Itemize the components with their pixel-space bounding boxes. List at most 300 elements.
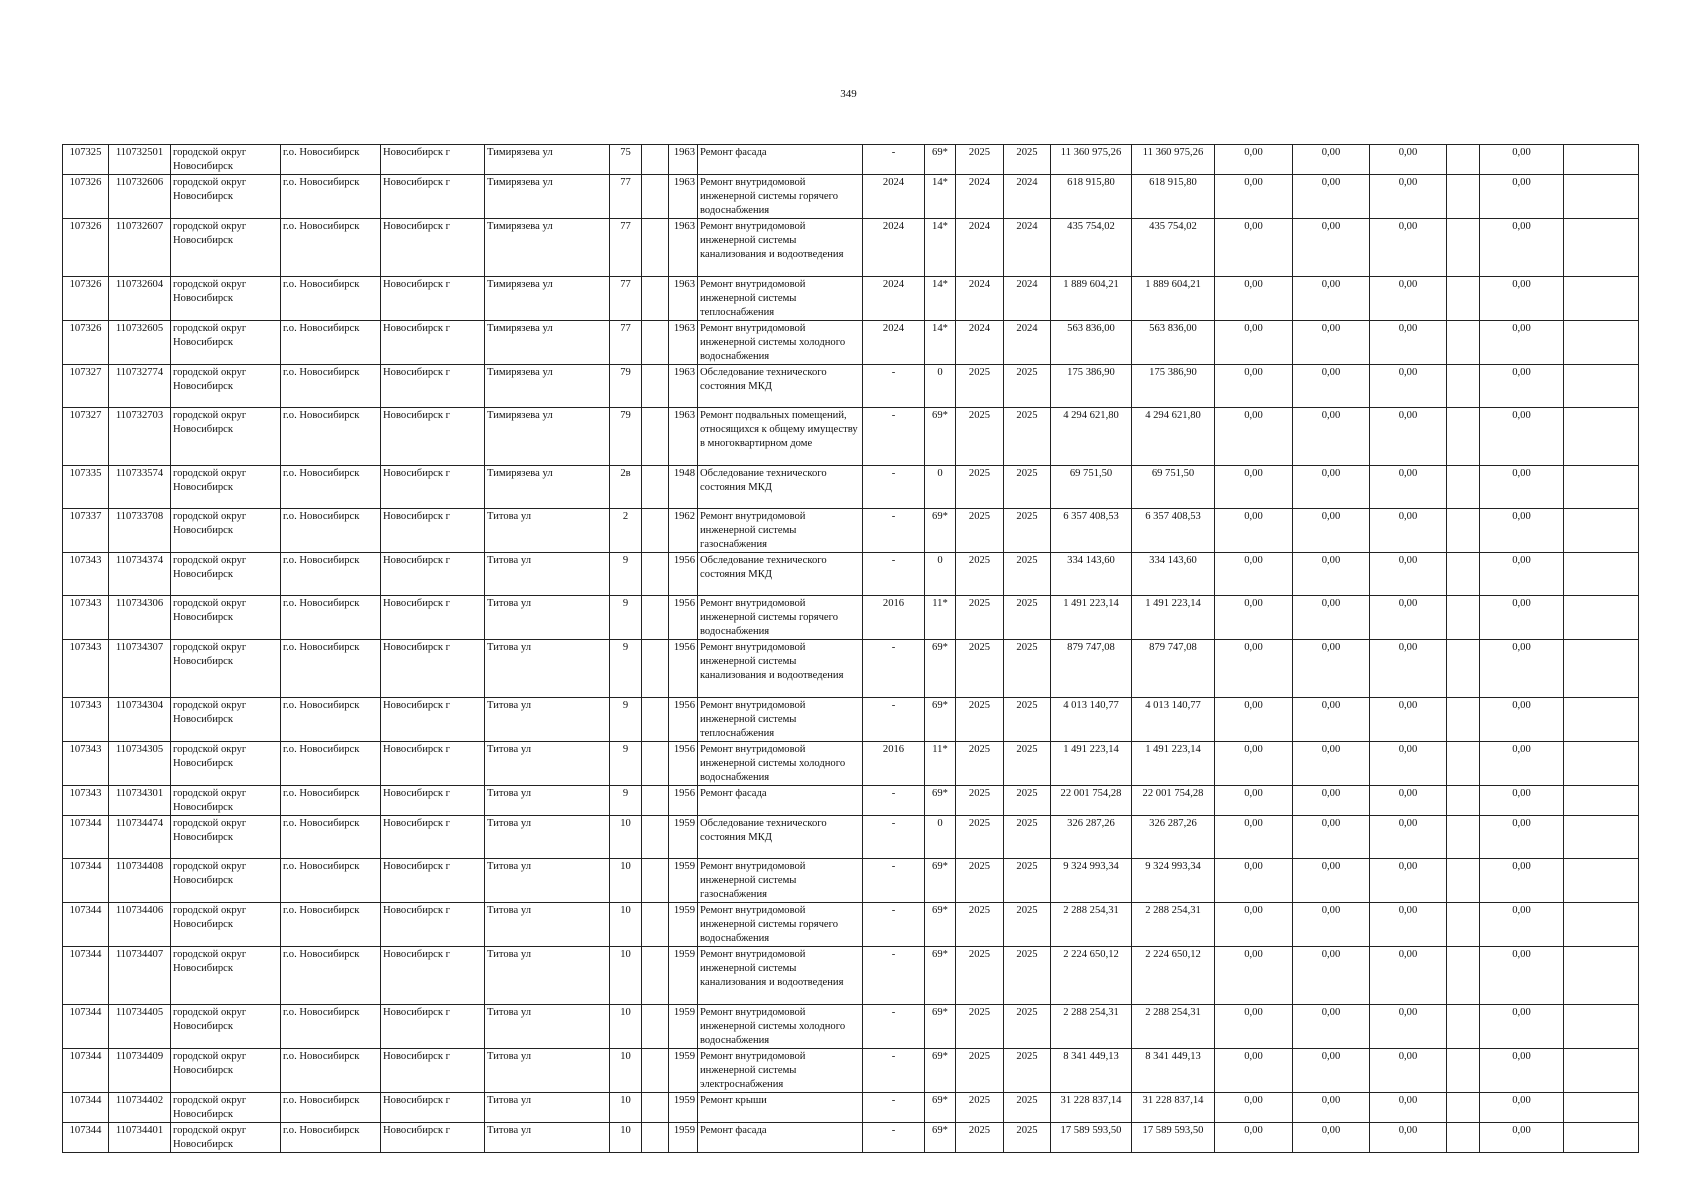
cell-house: 10	[610, 816, 642, 859]
cell-code: 110733574	[109, 466, 171, 509]
cell-street: Титова ул	[485, 509, 610, 553]
cell-plan-end: 2025	[1004, 786, 1051, 816]
cell-budget-2: 0,00	[1293, 321, 1370, 365]
cell-plan-end: 2025	[1004, 365, 1051, 408]
cell-letter	[642, 1093, 669, 1123]
cell-letter	[642, 553, 669, 596]
cell-id: 107344	[63, 859, 109, 903]
cell-budget-2: 0,00	[1293, 816, 1370, 859]
table-row	[63, 466, 1639, 509]
cell-street: Титова ул	[485, 1005, 610, 1049]
cell-cost-total: 618 915,80	[1051, 175, 1132, 219]
cell-plan-end: 2025	[1004, 698, 1051, 742]
cell-id: 107326	[63, 219, 109, 277]
cell-year-built: 1963	[669, 145, 698, 175]
cell-house: 9	[610, 698, 642, 742]
cell-cost-total: 1 491 223,14	[1051, 596, 1132, 640]
cell-extra-2	[1564, 947, 1639, 1005]
cell-settlement: г.о. Новосибирск	[281, 408, 381, 466]
cell-code: 110734401	[109, 1123, 171, 1153]
cell-wear: 14*	[925, 175, 956, 219]
cell-budget-4: 0,00	[1480, 1049, 1564, 1093]
cell-work-type: Ремонт внутридомовой инженерной системы канализования и водоотведения	[698, 947, 863, 1005]
cell-city: Новосибирск г	[381, 321, 485, 365]
cell-cost-total: 11 360 975,26	[1051, 145, 1132, 175]
cell-plan-end: 2025	[1004, 742, 1051, 786]
cell-plan-start: 2025	[956, 816, 1004, 859]
cell-work-type: Обследование технического состояния МКД	[698, 365, 863, 408]
cell-budget-4: 0,00	[1480, 1093, 1564, 1123]
cell-extra-2	[1564, 509, 1639, 553]
cell-work-type: Обследование технического состояния МКД	[698, 816, 863, 859]
cell-budget-2: 0,00	[1293, 466, 1370, 509]
cell-street: Титова ул	[485, 553, 610, 596]
cell-cost-fund: 31 228 837,14	[1132, 1093, 1215, 1123]
cell-budget-4: 0,00	[1480, 408, 1564, 466]
cell-budget-4: 0,00	[1480, 816, 1564, 859]
cell-budget-4: 0,00	[1480, 219, 1564, 277]
cell-budget-2: 0,00	[1293, 219, 1370, 277]
cell-work-type: Ремонт крыши	[698, 1093, 863, 1123]
cell-house: 77	[610, 219, 642, 277]
cell-settlement: г.о. Новосибирск	[281, 640, 381, 698]
cell-district: городской округ Новосибирск	[171, 321, 281, 365]
cell-budget-4: 0,00	[1480, 365, 1564, 408]
cell-extra-1	[1447, 408, 1480, 466]
cell-district: городской округ Новосибирск	[171, 553, 281, 596]
cell-last-repair: -	[863, 786, 925, 816]
cell-street: Тимирязева ул	[485, 175, 610, 219]
cell-district: городской округ Новосибирск	[171, 145, 281, 175]
cell-extra-2	[1564, 145, 1639, 175]
cell-district: городской округ Новосибирск	[171, 947, 281, 1005]
cell-city: Новосибирск г	[381, 947, 485, 1005]
cell-extra-2	[1564, 466, 1639, 509]
cell-year-built: 1956	[669, 596, 698, 640]
cell-settlement: г.о. Новосибирск	[281, 742, 381, 786]
cell-house: 77	[610, 277, 642, 321]
cell-city: Новосибирск г	[381, 277, 485, 321]
cell-cost-total: 879 747,08	[1051, 640, 1132, 698]
cell-district: городской округ Новосибирск	[171, 786, 281, 816]
cell-budget-1: 0,00	[1215, 1049, 1293, 1093]
cell-budget-3: 0,00	[1370, 698, 1447, 742]
cell-extra-2	[1564, 553, 1639, 596]
cell-street: Тимирязева ул	[485, 277, 610, 321]
cell-budget-1: 0,00	[1215, 742, 1293, 786]
cell-budget-3: 0,00	[1370, 365, 1447, 408]
table-body	[63, 145, 1639, 1153]
cell-cost-total: 326 287,26	[1051, 816, 1132, 859]
cell-district: городской округ Новосибирск	[171, 365, 281, 408]
table-row	[63, 816, 1639, 859]
cell-budget-3: 0,00	[1370, 1093, 1447, 1123]
cell-budget-1: 0,00	[1215, 786, 1293, 816]
cell-year-built: 1948	[669, 466, 698, 509]
cell-extra-2	[1564, 1005, 1639, 1049]
cell-cost-fund: 2 288 254,31	[1132, 903, 1215, 947]
cell-work-type: Ремонт внутридомовой инженерной системы канализования и водоотведения	[698, 219, 863, 277]
cell-settlement: г.о. Новосибирск	[281, 903, 381, 947]
cell-extra-2	[1564, 1049, 1639, 1093]
cell-wear: 14*	[925, 321, 956, 365]
cell-year-built: 1962	[669, 509, 698, 553]
cell-city: Новосибирск г	[381, 903, 485, 947]
cell-work-type: Ремонт внутридомовой инженерной системы холодного водоснабжения	[698, 1005, 863, 1049]
cell-work-type: Ремонт фасада	[698, 1123, 863, 1153]
cell-house: 10	[610, 947, 642, 1005]
cell-budget-1: 0,00	[1215, 859, 1293, 903]
cell-budget-3: 0,00	[1370, 786, 1447, 816]
cell-letter	[642, 742, 669, 786]
cell-settlement: г.о. Новосибирск	[281, 1049, 381, 1093]
cell-extra-2	[1564, 321, 1639, 365]
cell-cost-total: 1 889 604,21	[1051, 277, 1132, 321]
cell-letter	[642, 698, 669, 742]
cell-budget-3: 0,00	[1370, 1005, 1447, 1049]
cell-house: 10	[610, 1049, 642, 1093]
cell-district: городской округ Новосибирск	[171, 219, 281, 277]
cell-cost-fund: 4 013 140,77	[1132, 698, 1215, 742]
cell-house: 2в	[610, 466, 642, 509]
cell-plan-start: 2025	[956, 1123, 1004, 1153]
cell-id: 107335	[63, 466, 109, 509]
cell-cost-fund: 1 491 223,14	[1132, 742, 1215, 786]
cell-wear: 69*	[925, 1049, 956, 1093]
cell-settlement: г.о. Новосибирск	[281, 219, 381, 277]
cell-extra-1	[1447, 786, 1480, 816]
cell-settlement: г.о. Новосибирск	[281, 698, 381, 742]
cell-cost-total: 6 357 408,53	[1051, 509, 1132, 553]
cell-wear: 14*	[925, 219, 956, 277]
cell-plan-start: 2025	[956, 596, 1004, 640]
cell-cost-total: 435 754,02	[1051, 219, 1132, 277]
cell-cost-total: 2 288 254,31	[1051, 903, 1132, 947]
cell-work-type: Ремонт внутридомовой инженерной системы электроснабжения	[698, 1049, 863, 1093]
cell-plan-start: 2025	[956, 698, 1004, 742]
cell-settlement: г.о. Новосибирск	[281, 175, 381, 219]
cell-year-built: 1959	[669, 947, 698, 1005]
cell-year-built: 1956	[669, 698, 698, 742]
cell-house: 9	[610, 596, 642, 640]
cell-id: 107343	[63, 742, 109, 786]
cell-last-repair: 2024	[863, 219, 925, 277]
cell-settlement: г.о. Новосибирск	[281, 1093, 381, 1123]
cell-last-repair: -	[863, 408, 925, 466]
cell-budget-3: 0,00	[1370, 408, 1447, 466]
cell-street: Тимирязева ул	[485, 219, 610, 277]
cell-code: 110734307	[109, 640, 171, 698]
cell-id: 107326	[63, 277, 109, 321]
cell-plan-end: 2025	[1004, 1093, 1051, 1123]
cell-extra-1	[1447, 175, 1480, 219]
cell-work-type: Ремонт внутридомовой инженерной системы канализования и водоотведения	[698, 640, 863, 698]
cell-district: городской округ Новосибирск	[171, 742, 281, 786]
cell-budget-3: 0,00	[1370, 596, 1447, 640]
cell-plan-start: 2025	[956, 509, 1004, 553]
cell-cost-total: 1 491 223,14	[1051, 742, 1132, 786]
cell-budget-1: 0,00	[1215, 175, 1293, 219]
table-row	[63, 1049, 1639, 1093]
cell-house: 77	[610, 321, 642, 365]
cell-letter	[642, 145, 669, 175]
cell-year-built: 1963	[669, 277, 698, 321]
cell-letter	[642, 175, 669, 219]
cell-code: 110734306	[109, 596, 171, 640]
cell-district: городской округ Новосибирск	[171, 903, 281, 947]
cell-street: Титова ул	[485, 698, 610, 742]
cell-year-built: 1959	[669, 859, 698, 903]
cell-house: 9	[610, 742, 642, 786]
cell-settlement: г.о. Новосибирск	[281, 321, 381, 365]
cell-budget-3: 0,00	[1370, 947, 1447, 1005]
cell-work-type: Ремонт внутридомовой инженерной системы горячего водоснабжения	[698, 175, 863, 219]
cell-street: Титова ул	[485, 596, 610, 640]
cell-year-built: 1959	[669, 1049, 698, 1093]
cell-city: Новосибирск г	[381, 509, 485, 553]
cell-house: 10	[610, 1123, 642, 1153]
cell-budget-2: 0,00	[1293, 365, 1370, 408]
cell-extra-1	[1447, 219, 1480, 277]
cell-last-repair: -	[863, 365, 925, 408]
cell-cost-fund: 618 915,80	[1132, 175, 1215, 219]
cell-plan-end: 2024	[1004, 277, 1051, 321]
cell-plan-start: 2025	[956, 742, 1004, 786]
cell-city: Новосибирск г	[381, 1005, 485, 1049]
cell-extra-2	[1564, 1093, 1639, 1123]
cell-city: Новосибирск г	[381, 553, 485, 596]
cell-district: городской округ Новосибирск	[171, 1005, 281, 1049]
cell-extra-2	[1564, 640, 1639, 698]
cell-budget-4: 0,00	[1480, 1123, 1564, 1153]
cell-street: Тимирязева ул	[485, 145, 610, 175]
cell-wear: 11*	[925, 596, 956, 640]
cell-house: 10	[610, 1005, 642, 1049]
cell-street: Тимирязева ул	[485, 466, 610, 509]
cell-id: 107326	[63, 321, 109, 365]
cell-id: 107344	[63, 947, 109, 1005]
cell-code: 110734407	[109, 947, 171, 1005]
cell-id: 107326	[63, 175, 109, 219]
cell-budget-3: 0,00	[1370, 859, 1447, 903]
cell-budget-4: 0,00	[1480, 742, 1564, 786]
cell-extra-2	[1564, 903, 1639, 947]
cell-budget-4: 0,00	[1480, 175, 1564, 219]
cell-year-built: 1963	[669, 175, 698, 219]
cell-last-repair: -	[863, 553, 925, 596]
cell-letter	[642, 1005, 669, 1049]
cell-budget-4: 0,00	[1480, 321, 1564, 365]
cell-street: Титова ул	[485, 816, 610, 859]
cell-cost-fund: 334 143,60	[1132, 553, 1215, 596]
cell-last-repair: -	[863, 1005, 925, 1049]
cell-district: городской округ Новосибирск	[171, 509, 281, 553]
table-row	[63, 553, 1639, 596]
cell-district: городской округ Новосибирск	[171, 1049, 281, 1093]
cell-cost-fund: 11 360 975,26	[1132, 145, 1215, 175]
cell-budget-1: 0,00	[1215, 553, 1293, 596]
cell-plan-end: 2025	[1004, 1049, 1051, 1093]
cell-last-repair: -	[863, 509, 925, 553]
cell-code: 110734408	[109, 859, 171, 903]
cell-code: 110732605	[109, 321, 171, 365]
cell-letter	[642, 816, 669, 859]
cell-extra-1	[1447, 466, 1480, 509]
cell-cost-fund: 1 889 604,21	[1132, 277, 1215, 321]
cell-extra-1	[1447, 365, 1480, 408]
cell-last-repair: -	[863, 466, 925, 509]
cell-year-built: 1956	[669, 640, 698, 698]
cell-id: 107327	[63, 365, 109, 408]
cell-budget-1: 0,00	[1215, 903, 1293, 947]
cell-cost-total: 69 751,50	[1051, 466, 1132, 509]
cell-letter	[642, 947, 669, 1005]
cell-budget-2: 0,00	[1293, 698, 1370, 742]
cell-plan-end: 2025	[1004, 466, 1051, 509]
cell-budget-3: 0,00	[1370, 903, 1447, 947]
table-row	[63, 509, 1639, 553]
cell-budget-3: 0,00	[1370, 816, 1447, 859]
cell-budget-4: 0,00	[1480, 509, 1564, 553]
table-row	[63, 786, 1639, 816]
table-row	[63, 903, 1639, 947]
cell-work-type: Ремонт внутридомовой инженерной системы теплоснабжения	[698, 277, 863, 321]
cell-code: 110734374	[109, 553, 171, 596]
cell-settlement: г.о. Новосибирск	[281, 859, 381, 903]
cell-budget-2: 0,00	[1293, 1093, 1370, 1123]
cell-wear: 69*	[925, 145, 956, 175]
table-row	[63, 596, 1639, 640]
cell-year-built: 1956	[669, 786, 698, 816]
cell-letter	[642, 859, 669, 903]
cell-cost-fund: 9 324 993,34	[1132, 859, 1215, 903]
cell-plan-start: 2025	[956, 408, 1004, 466]
cell-plan-end: 2025	[1004, 1005, 1051, 1049]
cell-letter	[642, 365, 669, 408]
table-row	[63, 947, 1639, 1005]
cell-budget-2: 0,00	[1293, 175, 1370, 219]
cell-letter	[642, 1049, 669, 1093]
cell-street: Тимирязева ул	[485, 321, 610, 365]
cell-cost-fund: 69 751,50	[1132, 466, 1215, 509]
cell-budget-1: 0,00	[1215, 145, 1293, 175]
cell-settlement: г.о. Новосибирск	[281, 466, 381, 509]
cell-extra-1	[1447, 277, 1480, 321]
cell-budget-2: 0,00	[1293, 509, 1370, 553]
cell-extra-1	[1447, 947, 1480, 1005]
cell-budget-2: 0,00	[1293, 742, 1370, 786]
table-row	[63, 219, 1639, 277]
cell-plan-start: 2025	[956, 466, 1004, 509]
cell-cost-fund: 4 294 621,80	[1132, 408, 1215, 466]
cell-work-type: Ремонт внутридомовой инженерной системы горячего водоснабжения	[698, 596, 863, 640]
cell-last-repair: -	[863, 640, 925, 698]
cell-plan-start: 2025	[956, 553, 1004, 596]
cell-extra-1	[1447, 509, 1480, 553]
cell-work-type: Ремонт внутридомовой инженерной системы газоснабжения	[698, 509, 863, 553]
cell-budget-1: 0,00	[1215, 640, 1293, 698]
cell-city: Новосибирск г	[381, 596, 485, 640]
cell-plan-start: 2025	[956, 903, 1004, 947]
cell-wear: 69*	[925, 509, 956, 553]
cell-cost-total: 17 589 593,50	[1051, 1123, 1132, 1153]
cell-budget-3: 0,00	[1370, 219, 1447, 277]
cell-budget-4: 0,00	[1480, 903, 1564, 947]
cell-work-type: Ремонт подвальных помещений, относящихся к общему имуществу в многоквартирном доме	[698, 408, 863, 466]
cell-cost-total: 4 294 621,80	[1051, 408, 1132, 466]
cell-budget-4: 0,00	[1480, 553, 1564, 596]
cell-extra-2	[1564, 1123, 1639, 1153]
cell-house: 79	[610, 408, 642, 466]
cell-plan-end: 2025	[1004, 1123, 1051, 1153]
cell-settlement: г.о. Новосибирск	[281, 277, 381, 321]
cell-cost-fund: 17 589 593,50	[1132, 1123, 1215, 1153]
table-row	[63, 321, 1639, 365]
cell-code: 110734405	[109, 1005, 171, 1049]
cell-id: 107344	[63, 903, 109, 947]
cell-budget-2: 0,00	[1293, 903, 1370, 947]
cell-district: городской округ Новосибирск	[171, 698, 281, 742]
cell-plan-start: 2025	[956, 1049, 1004, 1093]
cell-plan-end: 2024	[1004, 175, 1051, 219]
cell-house: 10	[610, 903, 642, 947]
cell-cost-total: 8 341 449,13	[1051, 1049, 1132, 1093]
cell-year-built: 1963	[669, 219, 698, 277]
cell-district: городской округ Новосибирск	[171, 859, 281, 903]
cell-code: 110732607	[109, 219, 171, 277]
cell-plan-start: 2025	[956, 947, 1004, 1005]
cell-code: 110733708	[109, 509, 171, 553]
cell-id: 107343	[63, 596, 109, 640]
cell-plan-end: 2024	[1004, 321, 1051, 365]
cell-budget-4: 0,00	[1480, 145, 1564, 175]
cell-plan-end: 2025	[1004, 947, 1051, 1005]
cell-street: Титова ул	[485, 947, 610, 1005]
cell-extra-1	[1447, 1093, 1480, 1123]
table-row	[63, 742, 1639, 786]
cell-wear: 69*	[925, 640, 956, 698]
cell-code: 110734406	[109, 903, 171, 947]
cell-city: Новосибирск г	[381, 1123, 485, 1153]
cell-letter	[642, 786, 669, 816]
cell-plan-end: 2025	[1004, 596, 1051, 640]
cell-cost-fund: 175 386,90	[1132, 365, 1215, 408]
cell-house: 9	[610, 553, 642, 596]
cell-last-repair: 2024	[863, 321, 925, 365]
cell-wear: 69*	[925, 408, 956, 466]
cell-house: 10	[610, 1093, 642, 1123]
cell-letter	[642, 640, 669, 698]
cell-budget-1: 0,00	[1215, 277, 1293, 321]
cell-year-built: 1959	[669, 1123, 698, 1153]
cell-extra-2	[1564, 742, 1639, 786]
cell-cost-total: 4 013 140,77	[1051, 698, 1132, 742]
cell-settlement: г.о. Новосибирск	[281, 1123, 381, 1153]
cell-id: 107343	[63, 698, 109, 742]
cell-settlement: г.о. Новосибирск	[281, 947, 381, 1005]
cell-city: Новосибирск г	[381, 742, 485, 786]
cell-budget-3: 0,00	[1370, 1123, 1447, 1153]
cell-city: Новосибирск г	[381, 219, 485, 277]
cell-budget-1: 0,00	[1215, 816, 1293, 859]
cell-budget-2: 0,00	[1293, 277, 1370, 321]
cell-cost-fund: 563 836,00	[1132, 321, 1215, 365]
cell-cost-total: 334 143,60	[1051, 553, 1132, 596]
cell-wear: 11*	[925, 742, 956, 786]
cell-plan-start: 2025	[956, 365, 1004, 408]
cell-budget-4: 0,00	[1480, 698, 1564, 742]
cell-plan-end: 2025	[1004, 640, 1051, 698]
